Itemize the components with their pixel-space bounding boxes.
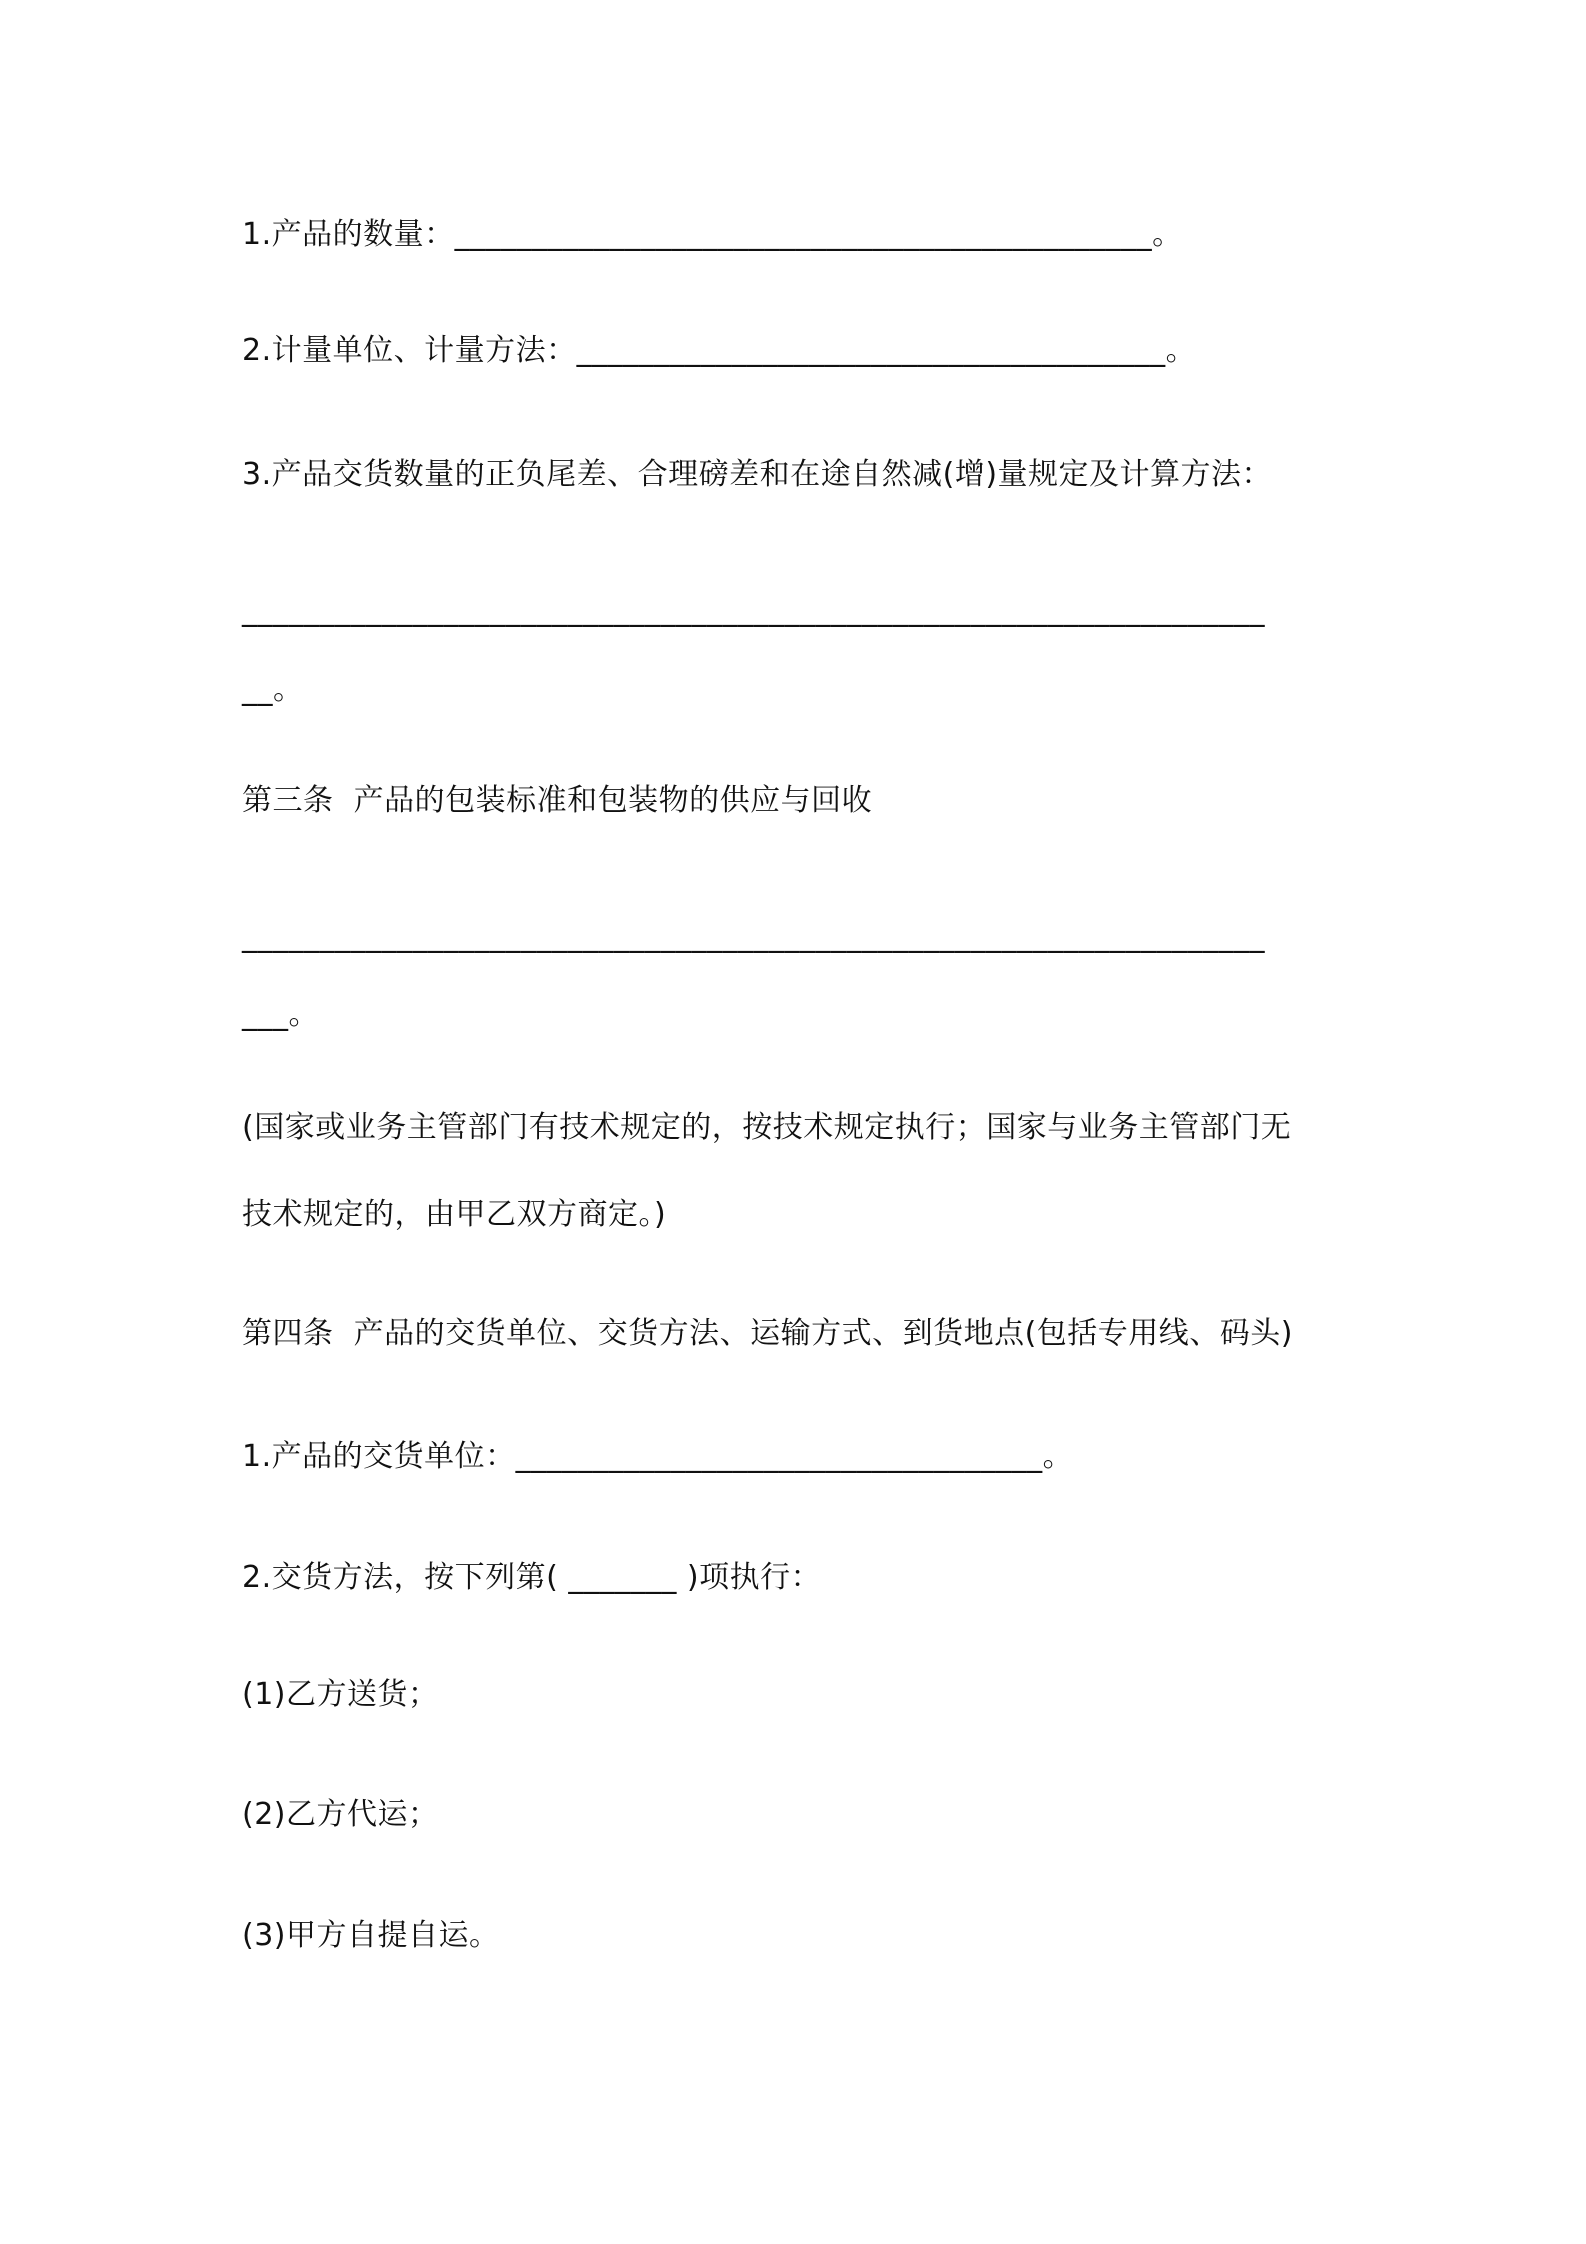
blank-line-packaging-end: ___。: [242, 997, 319, 1032]
item-delivery-method: 2.交货方法，按下列第( _______ )项执行：: [242, 1560, 822, 1595]
option-seller-delivery: (1)乙方送货；: [242, 1677, 439, 1712]
blank-line-tolerance-end: __。: [242, 672, 304, 707]
item-product-quantity: 1.产品的数量：_____________________________________________。: [242, 217, 1183, 252]
item-measurement-unit: 2.计量单位、计量方法：______________________________________。: [242, 333, 1197, 368]
blank-line-tolerance: __________________________________________________________________: [242, 593, 1265, 628]
item-delivery-tolerance: 3.产品交货数量的正负尾差、合理磅差和在途自然减(增)量规定及计算方法：: [242, 457, 1273, 492]
blank-line-packaging: __________________________________________________________________: [242, 919, 1265, 954]
option-buyer-pickup: (3)甲方自提自运。: [242, 1918, 500, 1953]
article-three-heading: 第三条 产品的包装标准和包装物的供应与回收: [242, 783, 873, 818]
packaging-note-line2: 技术规定的，由甲乙双方商定。): [242, 1197, 667, 1232]
item-delivery-unit: 1.产品的交货单位：__________________________________。: [242, 1439, 1074, 1474]
option-seller-shipping: (2)乙方代运；: [242, 1797, 439, 1832]
article-four-heading: 第四条 产品的交货单位、交货方法、运输方式、到货地点(包括专用线、码头): [242, 1316, 1293, 1351]
packaging-note-line1: (国家或业务主管部门有技术规定的，按技术规定执行；国家与业务主管部门无: [242, 1110, 1292, 1145]
